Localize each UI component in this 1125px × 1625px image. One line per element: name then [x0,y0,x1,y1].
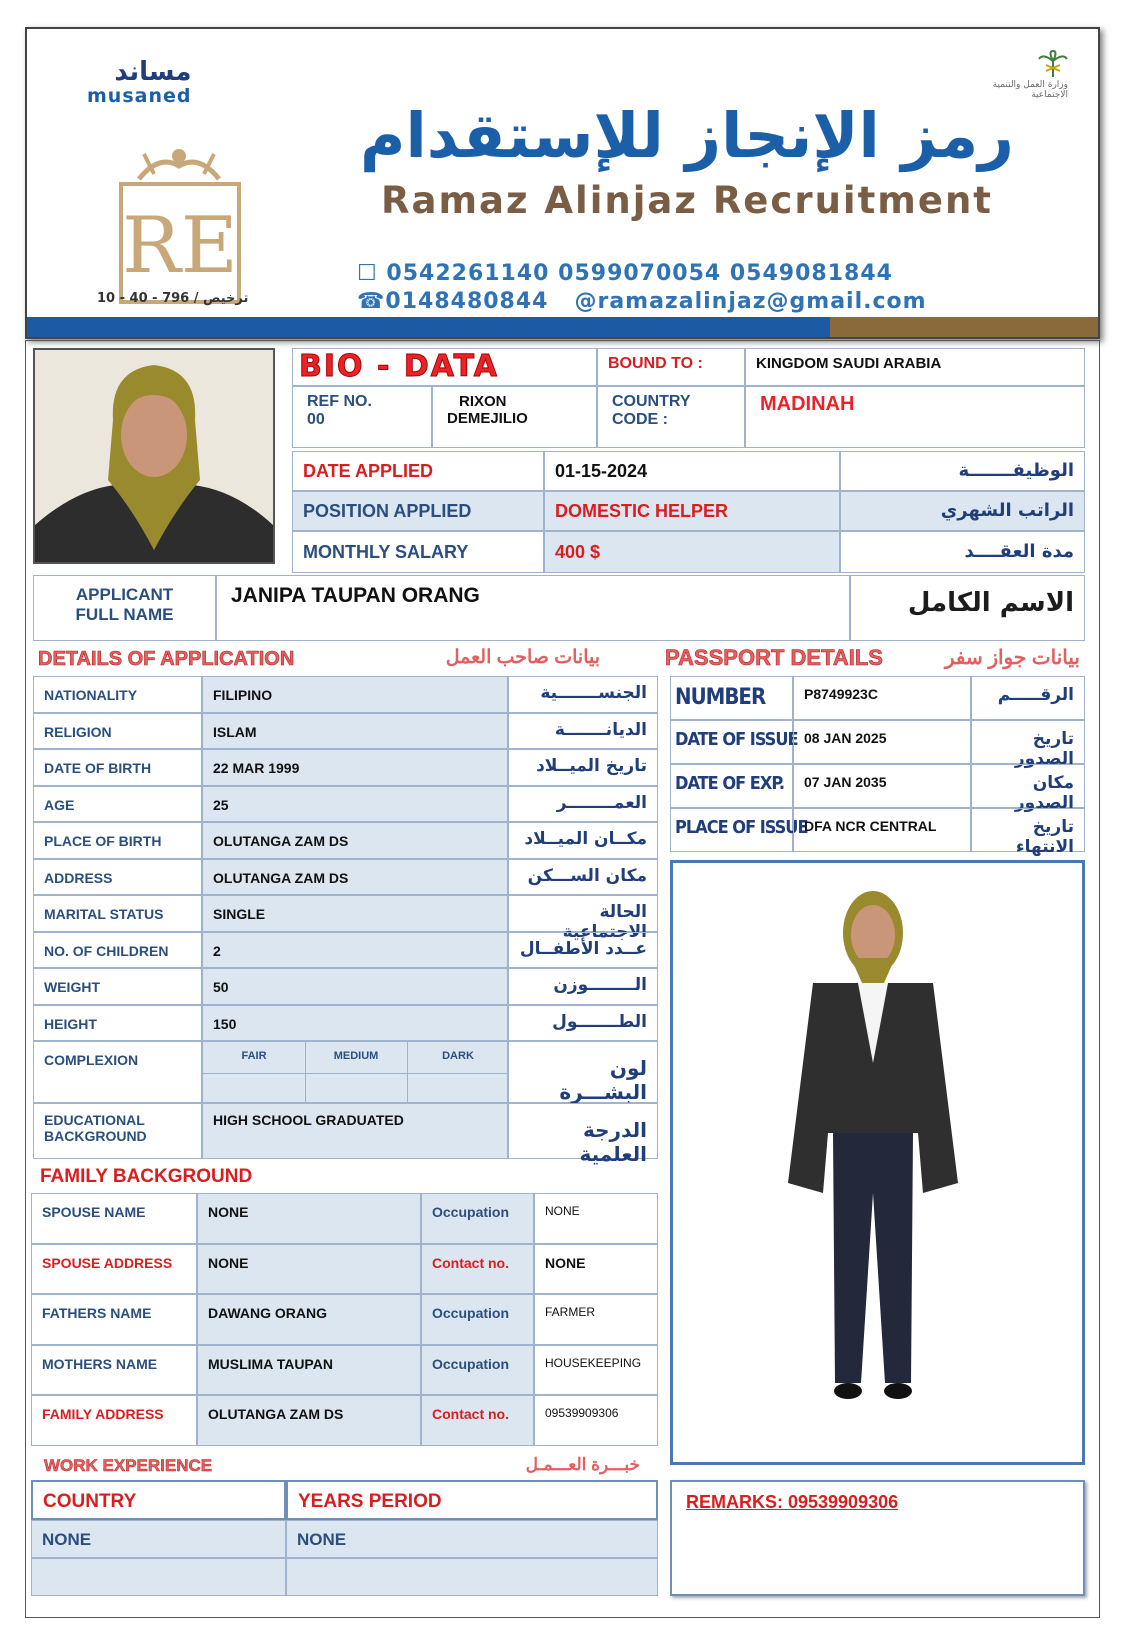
ref-no-label: REF NO. [307,393,372,410]
detail-value: FILIPINO [202,676,508,713]
phone-numbers [357,261,893,286]
position-applied-arabic: الراتب الشهري [840,491,1085,531]
passport-value: 08 JAN 2025 [793,720,971,764]
education-label [33,1103,202,1159]
family-value: NONE [197,1244,421,1295]
work-years-cell-empty [286,1558,658,1596]
family-label: SPOUSE NAME [31,1193,197,1244]
detail-label: PLACE OF BIRTH [33,822,202,859]
passport-value: DFA NCR CENTRAL [793,808,971,852]
ref-no-value: 00 [307,411,325,428]
passport-label: DATE OF ISSUE [670,720,793,764]
family-detail-value: HOUSEKEEPING [534,1345,658,1396]
applicant-label-line2: FULL NAME [75,605,174,624]
family-label: SPOUSE ADDRESS [31,1244,197,1295]
detail-arabic: عــدد الأطفــال [508,932,658,969]
logo-letters: RE [122,201,238,291]
passport-label: NUMBER [670,676,793,720]
phone-list: 0542261140 0599070054 0549081844 [386,261,893,286]
family-relation-field: Contact no. [421,1244,534,1295]
family-value: MUSLIMA TAUPAN [197,1345,421,1396]
palm-icon [1038,51,1068,77]
passport-details-arabic: بيانات جواز سفر [944,647,1080,669]
complexion-dark: DARK [442,1050,474,1062]
education-value: HIGH SCHOOL GRADUATED [202,1103,508,1159]
country-code-value: MADINAH [745,386,1085,448]
detail-label: RELIGION [33,713,202,750]
detail-arabic: الحالة الاجتماعية [508,895,658,932]
musaned-logo [87,59,191,107]
landline-email-line [357,289,927,314]
complexion-medium: MEDIUM [333,1050,379,1062]
detail-value: 22 MAR 1999 [202,749,508,786]
passport-arabic: مكان الصدور [971,764,1085,808]
detail-arabic: الديانـــــــة [508,713,658,750]
detail-arabic: مكــان الميــلاد [508,822,658,859]
complexion-arabic: لون البشـــرة [508,1041,658,1103]
applicant-label-line1: APPLICANT [75,585,174,604]
musaned-logo-text: musaned [87,85,192,107]
family-background-heading: FAMILY BACKGROUND [40,1166,253,1187]
family-label: FATHERS NAME [31,1294,197,1345]
applicant-name-label [33,575,216,641]
detail-value: 50 [202,968,508,1005]
detail-label: HEIGHT [33,1005,202,1042]
email-icon: @ [574,289,598,314]
applicant-name-arabic: الاسم الكامل [850,575,1085,641]
passport-label: PLACE OF ISSUE [670,808,793,852]
passport-details-heading: PASSPORT DETAILS [665,645,883,670]
passport-value: P8749923C [793,676,971,720]
detail-value: 25 [202,786,508,823]
detail-label: ADDRESS [33,859,202,896]
work-country-cell: NONE [31,1520,286,1558]
passport-arabic: الرقـــــم [971,676,1085,720]
applicant-portrait-photo [33,348,275,564]
passport-arabic: تاريخ الانتهاء [971,808,1085,852]
family-detail-value: NONE [534,1244,658,1295]
detail-arabic: تاريخ الميــلاد [508,749,658,786]
education-label-line2: BACKGROUND [44,1128,147,1144]
date-applied-arabic: الوظيفـــــــة [840,451,1085,491]
family-detail-value: 09539909306 [534,1395,658,1446]
details-of-application-heading: DETAILS OF APPLICATION [38,648,295,670]
portrait-image [35,350,273,562]
work-country-header: COUNTRY [31,1480,286,1520]
family-detail-value: NONE [534,1193,658,1244]
passport-arabic: تاريخ الصدور [971,720,1085,764]
bio-data-title-cell [292,348,597,386]
position-applied-label: POSITION APPLIED [292,491,544,531]
bound-to-label: BOUND TO : [597,348,745,386]
date-applied-value: 01-15-2024 [544,451,840,491]
banner-strip [27,317,1098,337]
family-relation-field: Occupation [421,1345,534,1396]
detail-value: 150 [202,1005,508,1042]
passport-value: 07 JAN 2035 [793,764,971,808]
detail-label: WEIGHT [33,968,202,1005]
family-value: DAWANG ORANG [197,1294,421,1345]
detail-arabic: الطـــــــول [508,1005,658,1042]
detail-value: OLUTANGA ZAM DS [202,822,508,859]
date-applied-label: DATE APPLIED [292,451,544,491]
detail-value: SINGLE [202,895,508,932]
family-relation-field: Occupation [421,1193,534,1244]
phone-icon: ☐ [357,261,378,286]
family-detail-value: FARMER [534,1294,658,1345]
detail-label: AGE [33,786,202,823]
landline-number: 0148480844 [385,289,549,314]
family-value: OLUTANGA ZAM DS [197,1395,421,1446]
detail-value: ISLAM [202,713,508,750]
musaned-logo-arabic: مساند [114,57,192,87]
bio-data-title: BIO - DATA [299,349,500,384]
company-logo [99,144,259,304]
email-address: ramazalinjaz@gmail.com [597,289,927,314]
detail-value: OLUTANGA ZAM DS [202,859,508,896]
full-body-image [673,863,1082,1462]
complexion-label: COMPLEXION [33,1041,202,1103]
family-label: MOTHERS NAME [31,1345,197,1396]
ref-no-cell [292,386,432,448]
monthly-salary-value: 400 $ [544,531,840,573]
ministry-name: وزارة العمل والتنمية الاجتماعية [992,80,1068,100]
license-number: 10 - 40 - 796 / ترخيص [97,291,249,306]
work-country-cell-empty [31,1558,286,1596]
family-value: NONE [197,1193,421,1244]
passport-label: DATE OF EXP. [670,764,793,808]
position-applied-value: DOMESTIC HELPER [544,491,840,531]
detail-arabic: العمــــــــر [508,786,658,823]
work-years-cell: NONE [286,1520,658,1558]
monthly-salary-label: MONTHLY SALARY [292,531,544,573]
remarks-box [670,1480,1085,1596]
country-code-cell [597,386,745,448]
complexion-options [202,1041,508,1103]
detail-label: MARITAL STATUS [33,895,202,932]
telephone-icon: ☎ [357,289,386,314]
detail-value: 2 [202,932,508,969]
detail-arabic: مكان الســـكن [508,859,658,896]
agent-name-line2: DEMEJILIO [447,410,528,427]
family-relation-field: Occupation [421,1294,534,1345]
family-relation-field: Contact no. [421,1395,534,1446]
detail-arabic: الجنســـــــية [508,676,658,713]
country-code-label-line2: CODE : [612,411,668,428]
detail-label: NO. OF CHILDREN [33,932,202,969]
monthly-salary-arabic: مدة العقــــد [840,531,1085,573]
work-years-header: YEARS PERIOD [286,1480,658,1520]
company-banner [25,27,1100,339]
bound-to-value: KINGDOM SAUDI ARABIA [745,348,1085,386]
complexion-fair: FAIR [241,1050,267,1062]
education-label-line1: EDUCATIONAL [44,1112,145,1128]
details-of-application-arabic: بيانات صاحب العمل [445,647,600,668]
full-body-photo [670,860,1085,1465]
country-code-label-line1: COUNTRY [612,393,691,410]
family-label: FAMILY ADDRESS [31,1395,197,1446]
company-name-english: Ramaz Alinjaz Recruitment [381,179,993,222]
education-arabic: الدرجة العلمية [508,1103,658,1159]
work-experience-arabic: خبـــرة العـــمـل [525,1455,640,1474]
company-name-arabic: رمز الإنجاز للإستقدام [360,99,1014,172]
detail-arabic: الــــــــوزن [508,968,658,1005]
detail-label: DATE OF BIRTH [33,749,202,786]
detail-label: NATIONALITY [33,676,202,713]
work-experience-heading: WORK EXPERIENCE [44,1456,213,1475]
remarks-text: REMARKS: 09539909306 [686,1492,899,1512]
agent-name-line1: RIXON [459,393,507,410]
applicant-full-name: JANIPA TAUPAN ORANG [216,575,850,641]
agent-name-cell [432,386,597,448]
